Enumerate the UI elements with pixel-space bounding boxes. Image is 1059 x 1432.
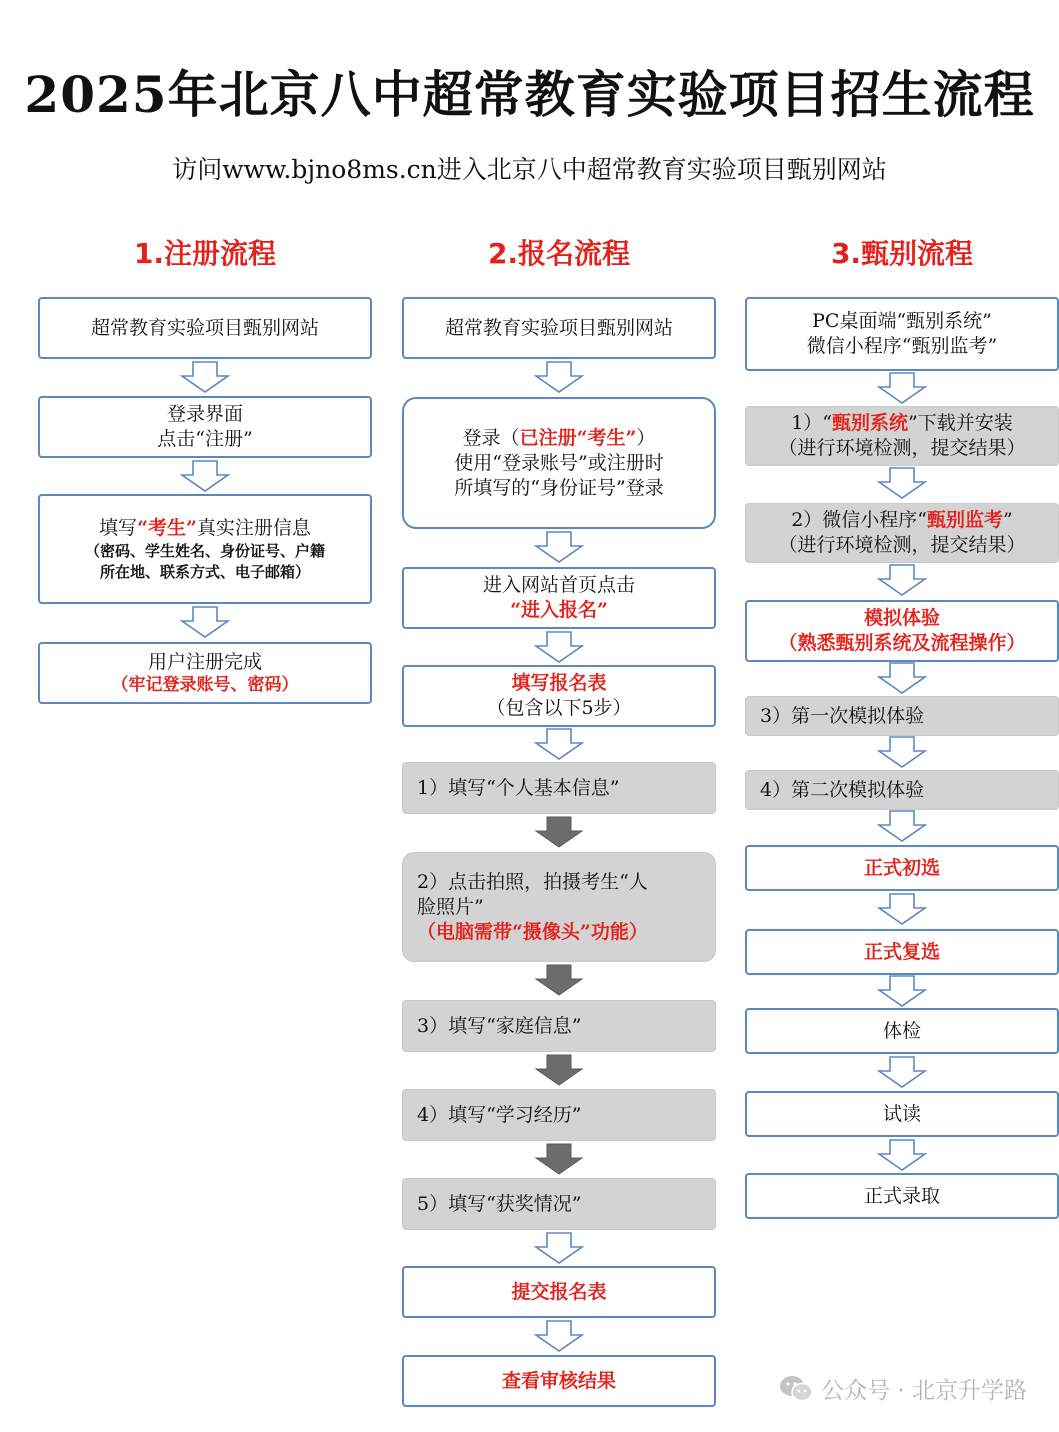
screen-step-admit: [745, 1173, 1059, 1219]
screen-substep-2: [745, 503, 1059, 563]
screen-mock-red2: （熟悉甄别系统及流程操作）: [778, 632, 1026, 654]
screen-prelim-label: 正式初选: [863, 856, 940, 879]
screen-s4-label: 4）第二次模拟体验: [760, 778, 925, 801]
register-login-line2: 点击“注册”: [157, 428, 253, 450]
arrow-down-dark-icon: [534, 1143, 584, 1175]
apply-substep-2-line1: 2）点击拍照，拍摄考生“人: [417, 870, 648, 893]
arrow-down-icon: [877, 736, 927, 768]
arrow-down-icon: [877, 893, 927, 925]
arrow-down-icon: [534, 361, 584, 393]
screen-substep-1: [745, 406, 1059, 466]
apply-step-website-label: 超常教育实验项目甄别网站: [444, 316, 673, 339]
arrow-down-icon: [877, 372, 927, 404]
screen-mock-red: 模拟体验: [863, 607, 940, 629]
register-step-login: [38, 396, 372, 458]
arrow-down-icon: [877, 810, 927, 842]
screen-s1-red: 甄别系统: [832, 412, 909, 434]
register-login-line1: 登录界面: [166, 403, 243, 425]
apply-home-line1: 进入网站首页点击: [482, 574, 635, 596]
screen-substep-3: [745, 696, 1059, 736]
apply-form-line2: （包含以下5步）: [486, 697, 632, 719]
register-complete-line1: 用户注册完成: [147, 651, 262, 673]
register-step-website: [38, 297, 372, 359]
screen-s2-line1: 2）微信小程序“甄别监考”: [791, 509, 1013, 531]
screen-trial-label: 试读: [882, 1102, 921, 1125]
apply-login-red: 已注册“考生”: [519, 426, 637, 449]
screen-s2-red: 甄别监考: [927, 509, 1004, 531]
apply-login-line2: 使用“登录账号”或注册时: [454, 451, 664, 474]
screen-s2-line2: （进行环境检测，提交结果）: [778, 534, 1026, 556]
arrow-down-icon: [180, 460, 230, 492]
screen-admit-label: 正式录取: [863, 1184, 940, 1207]
apply-home-red: “进入报名”: [510, 599, 608, 621]
apply-login-line3: 所填写的“身份证号”登录: [454, 476, 664, 499]
register-step-fill-info: [38, 494, 372, 604]
arrow-down-icon: [180, 361, 230, 393]
apply-heading: 2.报名流程: [487, 237, 631, 270]
apply-step-website: [402, 297, 716, 359]
screen-step-trial: [745, 1091, 1059, 1137]
arrow-down-icon: [877, 1056, 927, 1088]
apply-substep-2-line2: 脸照片”: [417, 895, 484, 918]
wechat-icon: [779, 1375, 813, 1403]
apply-review-label: 查看审核结果: [501, 1369, 616, 1392]
arrow-down-icon: [877, 564, 927, 596]
apply-substep-1: [402, 762, 716, 814]
apply-substep-2-red: （电脑需带“摄像头”功能）: [417, 920, 648, 943]
apply-form-red: 填写报名表: [511, 672, 607, 694]
arrow-down-dark-icon: [534, 964, 584, 996]
screen-s3-label: 3）第一次模拟体验: [760, 704, 925, 727]
apply-substep-1-label: 1）填写“个人基本信息”: [417, 776, 620, 799]
screen-start-line2: 微信小程序“甄别监考”: [806, 335, 998, 357]
screen-step-physical: [745, 1008, 1059, 1054]
apply-step-home: [402, 567, 716, 629]
apply-step-review: [402, 1355, 716, 1407]
arrow-down-icon: [180, 606, 230, 638]
screen-physical-label: 体检: [882, 1019, 921, 1042]
apply-substep-3: [402, 1000, 716, 1052]
screen-second-label: 正式复选: [863, 940, 940, 963]
screen-start-line1: PC桌面端“甄别系统”: [812, 310, 992, 332]
apply-substep-4-label: 4）填写“学习经历”: [417, 1103, 582, 1126]
arrow-down-icon: [877, 467, 927, 499]
page-title: 2025年北京八中超常教育实验项目招生流程: [24, 65, 1035, 124]
apply-step-form: [402, 665, 716, 727]
apply-submit-label: 提交报名表: [511, 1280, 607, 1303]
arrow-down-icon: [534, 728, 584, 760]
apply-login-line1: 登录（已注册“考生”）: [462, 426, 656, 449]
screen-heading: 3.甄别流程: [830, 237, 974, 270]
apply-step-submit: [402, 1266, 716, 1318]
register-fill-line: 填写“考生”真实注册信息: [99, 516, 311, 539]
watermark-text: 公众号 · 北京升学路: [821, 1378, 1027, 1404]
arrow-down-dark-icon: [534, 816, 584, 848]
page-subtitle: 访问www.bjno8ms.cn进入北京八中超常教育实验项目甄别网站: [172, 155, 887, 184]
arrow-down-icon: [534, 1320, 584, 1352]
screen-step-mock: [745, 600, 1059, 662]
register-fill-red: “考生”: [137, 516, 197, 539]
screen-step-second: [745, 929, 1059, 975]
register-fill-note2: 所在地、联系方式、电子邮箱）: [99, 562, 310, 581]
apply-step-login: [402, 397, 716, 529]
apply-substep-2: [402, 852, 716, 962]
apply-substep-5: [402, 1178, 716, 1230]
screen-step-prelim: [745, 845, 1059, 891]
watermark: [779, 1372, 1027, 1405]
screen-substep-4: [745, 770, 1059, 810]
screen-s1-line1: 1）“甄别系统”下载并安装: [791, 412, 1013, 434]
arrow-down-icon: [534, 531, 584, 563]
screen-s1-line2: （进行环境检测，提交结果）: [778, 437, 1026, 459]
screen-step-start: [745, 297, 1059, 371]
register-step-complete: [38, 642, 372, 704]
arrow-down-icon: [534, 631, 584, 663]
apply-substep-3-label: 3）填写“家庭信息”: [417, 1014, 582, 1037]
register-heading: 1.注册流程: [133, 237, 277, 270]
apply-substep-4: [402, 1089, 716, 1141]
arrow-down-icon: [877, 1139, 927, 1171]
register-step-website-label: 超常教育实验项目甄别网站: [90, 316, 319, 339]
arrow-down-icon: [534, 1232, 584, 1264]
arrow-down-icon: [877, 975, 927, 1007]
apply-substep-5-label: 5）填写“获奖情况”: [417, 1192, 582, 1215]
register-fill-note1: （密码、学生姓名、身份证号、户籍: [84, 541, 325, 560]
arrow-down-dark-icon: [534, 1054, 584, 1086]
arrow-down-icon: [877, 662, 927, 694]
register-complete-note: （牢记登录账号、密码）: [111, 675, 299, 695]
